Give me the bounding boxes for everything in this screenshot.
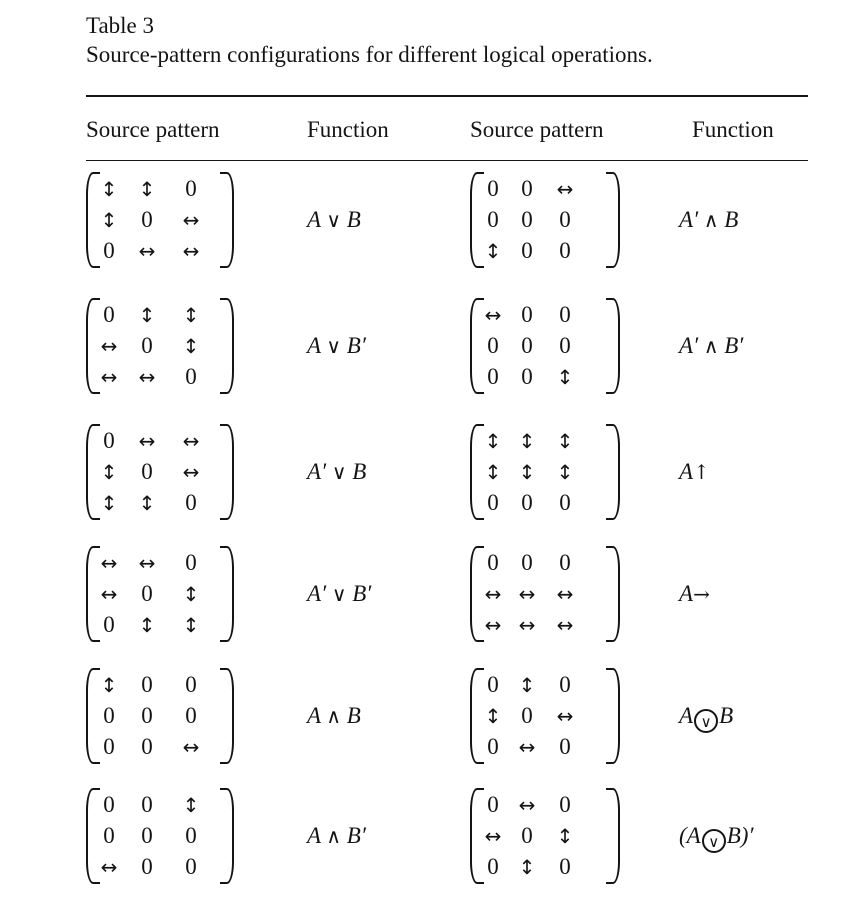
zero-cell: 0: [487, 734, 499, 759]
zero-cell: 0: [141, 703, 153, 728]
function-label: A ∨ B: [307, 207, 361, 232]
zero-cell: 0: [141, 333, 153, 358]
vertical-arrow-cell: ↕: [182, 582, 200, 606]
zero-cell: 0: [487, 792, 499, 817]
vertical-arrow-cell: ↕: [138, 613, 156, 637]
source-pattern-matrix: [470, 298, 620, 394]
source-pattern-matrix: [86, 172, 234, 268]
horizontal-arrow-cell: ↔: [484, 613, 502, 637]
zero-cell: 0: [487, 550, 499, 575]
zero-cell: 0: [185, 364, 197, 389]
vertical-arrow-cell: ↕: [556, 460, 574, 484]
zero-cell: 0: [185, 854, 197, 879]
right-parenthesis: [606, 546, 620, 642]
function-label: A ∨ B: [679, 703, 734, 731]
right-parenthesis: [606, 298, 620, 394]
zero-cell: 0: [559, 550, 571, 575]
right-parenthesis: [220, 424, 234, 520]
table-caption: [86, 12, 653, 70]
source-pattern-matrix: [470, 668, 620, 764]
zero-cell: 0: [559, 238, 571, 263]
source-pattern-matrix: [470, 546, 620, 642]
horizontal-arrow-cell: ↔: [556, 582, 574, 606]
zero-cell: 0: [521, 550, 533, 575]
vertical-arrow-cell: ↕: [556, 429, 574, 453]
zero-cell: 0: [103, 428, 115, 453]
zero-cell: 0: [185, 672, 197, 697]
zero-cell: 0: [521, 703, 533, 728]
right-parenthesis: [606, 424, 620, 520]
vertical-arrow-cell: ↕: [484, 429, 502, 453]
circled-or-symbol: ∨: [702, 829, 726, 853]
vertical-arrow-cell: ↕: [100, 673, 118, 697]
horizontal-arrow-cell: ↔: [518, 613, 536, 637]
zero-cell: 0: [185, 703, 197, 728]
zero-cell: 0: [521, 490, 533, 515]
source-pattern-matrix: [86, 298, 234, 394]
zero-cell: 0: [521, 207, 533, 232]
source-pattern-matrix: [86, 668, 234, 764]
zero-cell: 0: [103, 302, 115, 327]
header-source-pattern-2: Source pattern: [470, 117, 604, 142]
horizontal-arrow-cell: ↔: [518, 735, 536, 759]
horizontal-arrow-cell: ↔: [138, 429, 156, 453]
zero-cell: 0: [185, 550, 197, 575]
horizontal-arrow-cell: ↔: [138, 239, 156, 263]
vertical-arrow-cell: ↕: [518, 460, 536, 484]
function-label: (A ∨ B)′: [679, 823, 754, 851]
right-parenthesis: [220, 668, 234, 764]
vertical-arrow-cell: ↕: [182, 613, 200, 637]
zero-cell: 0: [141, 823, 153, 848]
horizontal-arrow-cell: ↔: [182, 735, 200, 759]
function-label: A ∧ B: [307, 703, 361, 728]
zero-cell: 0: [185, 823, 197, 848]
function-label: A ∧ B′: [307, 823, 366, 848]
source-pattern-matrix: [470, 172, 620, 268]
horizontal-arrow-cell: ↔: [100, 551, 118, 575]
zero-cell: 0: [103, 703, 115, 728]
horizontal-arrow-cell: ↔: [100, 582, 118, 606]
zero-cell: 0: [521, 176, 533, 201]
horizontal-arrow-cell: ↔: [556, 613, 574, 637]
vertical-arrow-cell: ↕: [556, 365, 574, 389]
zero-cell: 0: [559, 490, 571, 515]
horizontal-arrow-cell: ↔: [518, 582, 536, 606]
zero-cell: 0: [559, 207, 571, 232]
zero-cell: 0: [487, 207, 499, 232]
zero-cell: 0: [487, 490, 499, 515]
horizontal-arrow-cell: ↔: [182, 429, 200, 453]
function-label: A ∨ B′: [307, 333, 366, 358]
zero-cell: 0: [103, 734, 115, 759]
function-label: A′ ∧ B′: [679, 333, 744, 358]
zero-cell: 0: [487, 364, 499, 389]
zero-cell: 0: [103, 792, 115, 817]
zero-cell: 0: [141, 207, 153, 232]
vertical-arrow-cell: ↕: [138, 177, 156, 201]
function-label: A′ ∨ B: [307, 459, 367, 484]
vertical-arrow-cell: ↕: [182, 303, 200, 327]
vertical-arrow-cell: ↕: [484, 460, 502, 484]
right-parenthesis: [220, 788, 234, 884]
horizontal-arrow-cell: ↔: [100, 365, 118, 389]
function-label: A↑: [679, 459, 710, 484]
right-parenthesis: [220, 546, 234, 642]
horizontal-arrow-cell: ↔: [182, 460, 200, 484]
source-pattern-matrix: [86, 788, 234, 884]
horizontal-arrow-cell: ↔: [100, 334, 118, 358]
horizontal-arrow-cell: ↔: [484, 582, 502, 606]
zero-cell: 0: [103, 238, 115, 263]
zero-cell: 0: [103, 612, 115, 637]
vertical-arrow-cell: ↕: [518, 855, 536, 879]
zero-cell: 0: [559, 302, 571, 327]
horizontal-arrow-cell: ↔: [556, 704, 574, 728]
source-pattern-matrix: [470, 424, 620, 520]
horizontal-arrow-cell: ↔: [484, 824, 502, 848]
header-function-1: Function: [307, 117, 389, 142]
zero-cell: 0: [185, 490, 197, 515]
vertical-arrow-cell: ↕: [518, 673, 536, 697]
horizontal-arrow-cell: ↔: [100, 855, 118, 879]
source-pattern-matrix: [470, 788, 620, 884]
right-parenthesis: [606, 668, 620, 764]
vertical-arrow-cell: ↕: [100, 208, 118, 232]
zero-cell: 0: [487, 854, 499, 879]
zero-cell: 0: [487, 672, 499, 697]
horizontal-arrow-cell: ↔: [518, 793, 536, 817]
source-pattern-matrix: [86, 546, 234, 642]
zero-cell: 0: [141, 672, 153, 697]
zero-cell: 0: [103, 823, 115, 848]
horizontal-arrow-cell: ↔: [556, 177, 574, 201]
horizontal-arrow-cell: ↔: [182, 239, 200, 263]
right-parenthesis: [220, 172, 234, 268]
vertical-arrow-cell: ↕: [484, 704, 502, 728]
zero-cell: 0: [559, 792, 571, 817]
zero-cell: 0: [559, 672, 571, 697]
zero-cell: 0: [141, 854, 153, 879]
top-rule: [86, 95, 808, 97]
horizontal-arrow-cell: ↔: [484, 303, 502, 327]
right-parenthesis: [606, 172, 620, 268]
zero-cell: 0: [521, 238, 533, 263]
zero-cell: 0: [559, 333, 571, 358]
zero-cell: 0: [185, 176, 197, 201]
zero-cell: 0: [521, 302, 533, 327]
vertical-arrow-cell: ↕: [182, 793, 200, 817]
zero-cell: 0: [521, 364, 533, 389]
zero-cell: 0: [487, 333, 499, 358]
vertical-arrow-cell: ↕: [138, 303, 156, 327]
zero-cell: 0: [141, 581, 153, 606]
zero-cell: 0: [521, 823, 533, 848]
circled-or-symbol: ∨: [694, 709, 718, 733]
zero-cell: 0: [141, 792, 153, 817]
zero-cell: 0: [487, 176, 499, 201]
horizontal-arrow-cell: ↔: [138, 365, 156, 389]
right-parenthesis: [220, 298, 234, 394]
zero-cell: 0: [141, 734, 153, 759]
zero-cell: 0: [559, 734, 571, 759]
vertical-arrow-cell: ↕: [138, 491, 156, 515]
table-title: Source-pattern configurations for different logical operations.: [86, 42, 653, 67]
right-parenthesis: [606, 788, 620, 884]
table-label: Table 3: [86, 13, 155, 38]
vertical-arrow-cell: ↕: [518, 429, 536, 453]
zero-cell: 0: [559, 854, 571, 879]
header-source-pattern-1: Source pattern: [86, 117, 220, 142]
zero-cell: 0: [141, 459, 153, 484]
vertical-arrow-cell: ↕: [100, 491, 118, 515]
vertical-arrow-cell: ↕: [556, 824, 574, 848]
function-label: A′ ∨ B′: [307, 581, 372, 606]
header-function-2: Function: [692, 117, 774, 142]
function-label: A′ ∧ B: [679, 207, 739, 232]
zero-cell: 0: [521, 333, 533, 358]
function-label: A→: [679, 581, 710, 606]
horizontal-arrow-cell: ↔: [138, 551, 156, 575]
vertical-arrow-cell: ↕: [100, 177, 118, 201]
vertical-arrow-cell: ↕: [484, 239, 502, 263]
horizontal-arrow-cell: ↔: [182, 208, 200, 232]
header-rule: [86, 160, 808, 161]
source-pattern-matrix: [86, 424, 234, 520]
vertical-arrow-cell: ↕: [100, 460, 118, 484]
vertical-arrow-cell: ↕: [182, 334, 200, 358]
